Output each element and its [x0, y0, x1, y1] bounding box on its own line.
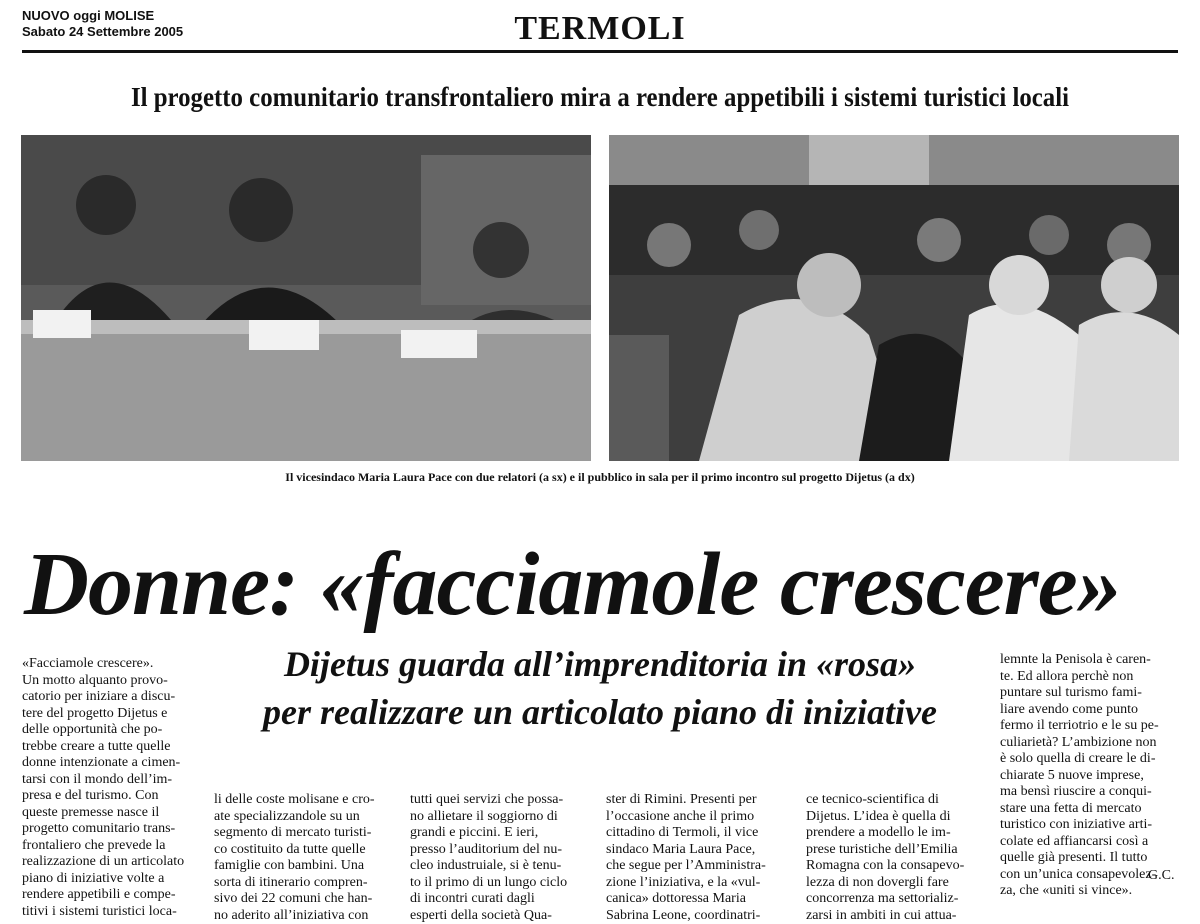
text-line: co costituito da tutte quelle	[214, 842, 396, 859]
header-rule	[22, 50, 1178, 53]
text-line: culiarietà? L’ambizione non	[1000, 735, 1180, 752]
section-title: TERMOLI	[0, 10, 1200, 48]
text-line: puntare sul turismo fami-	[1000, 685, 1180, 702]
kicker: Il progetto comunitario transfrontaliero mira a rendere appetibili i sistemi turistici locali	[48, 82, 1152, 113]
text-line: sivo dei 22 comuni che han-	[214, 891, 396, 908]
subheadline	[210, 640, 990, 736]
text-line: piano di iniziative volte a	[22, 871, 204, 888]
text-line: sorta di itinerario compren-	[214, 875, 396, 892]
text-line: titivi i sistemi turistici loca-	[22, 904, 204, 921]
text-line: catorio per iniziare a discu-	[22, 689, 204, 706]
text-line: za, che «uniti si vince».	[1000, 883, 1180, 900]
text-line: te. Ed allora perchè non	[1000, 669, 1180, 686]
text-line: chiarate 5 nuove imprese,	[1000, 768, 1180, 785]
text-line: canica» dottoressa Maria	[606, 891, 796, 908]
text-line: queste premesse nasce il	[22, 805, 204, 822]
text-line: progetto comunitario trans-	[22, 821, 204, 838]
text-line: concorrenza ma settorializ-	[806, 891, 991, 908]
text-line: delle opportunità che po-	[22, 722, 204, 739]
article-column-4	[606, 792, 796, 924]
text-line: tutti quei servizi che possa-	[410, 792, 595, 809]
photo-audience	[609, 135, 1179, 461]
text-line: di incontri curati dagli	[410, 891, 595, 908]
text-line: ate specializzandole su un	[214, 809, 396, 826]
text-line: sindaco Maria Laura Pace,	[606, 842, 796, 859]
text-line: presa e del turismo. Con	[22, 788, 204, 805]
text-line: colate ed affiancarsi così a	[1000, 834, 1180, 851]
text-line: frontaliero che prevede la	[22, 838, 204, 855]
text-line: trebbe creare a tutte quelle	[22, 739, 204, 756]
text-line: realizzazione di un articolato	[22, 854, 204, 871]
text-line: tarsi con il mondo dell’im-	[22, 772, 204, 789]
photo-speakers	[21, 135, 591, 461]
text-line: l’occasione anche il primo	[606, 809, 796, 826]
article-column-6	[1000, 652, 1180, 900]
text-line: liare avendo come punto	[1000, 702, 1180, 719]
author-signature: G.C.	[1148, 868, 1174, 884]
article-column-1	[22, 656, 204, 920]
text-line: fermo il terriotrio e le su pe-	[1000, 718, 1180, 735]
text-line: ma bensì riuscire a conqui-	[1000, 784, 1180, 801]
text-line: stare una fetta di mercato	[1000, 801, 1180, 818]
text-line: no aderito all’iniziativa con	[214, 908, 396, 924]
text-line: famiglie con bambini. Una	[214, 858, 396, 875]
article-column-3	[410, 792, 595, 924]
paper-name: NUOVO oggi MOLISE	[22, 8, 183, 24]
text-line: ce tecnico-scientifica di	[806, 792, 991, 809]
text-line: cleo industruiale, si è tenu-	[410, 858, 595, 875]
text-line: quelle già presenti. Il tutto	[1000, 850, 1180, 867]
text-line: che segue per l’Amministra-	[606, 858, 796, 875]
text-line: prendere a modello le im-	[806, 825, 991, 842]
text-line: tere del progetto Dijetus e	[22, 706, 204, 723]
text-line: zarsi in ambiti in cui attua-	[806, 908, 991, 924]
text-line: li delle coste molisane e cro-	[214, 792, 396, 809]
text-line: Sabrina Leone, coordinatri-	[606, 908, 796, 924]
text-line: lemnte la Penisola è caren-	[1000, 652, 1180, 669]
article-column-2	[214, 792, 396, 924]
text-line: prese turistiche dell’Emilia	[806, 842, 991, 859]
text-line: cittadino di Termoli, il vice	[606, 825, 796, 842]
text-line: con un’unica consapevolez-	[1000, 867, 1180, 884]
text-line: grandi e piccini. E ieri,	[410, 825, 595, 842]
text-line: segmento di mercato turisti-	[214, 825, 396, 842]
text-line: ster di Rimini. Presenti per	[606, 792, 796, 809]
text-line: «Facciamole crescere».	[22, 656, 204, 673]
subhead-line: per realizzare un articolato piano di iniziative	[210, 688, 990, 736]
text-line: rendere appetibili e compe-	[22, 887, 204, 904]
text-line: è solo quella di creare le di-	[1000, 751, 1180, 768]
text-line: esperti della società Qua-	[410, 908, 595, 924]
subhead-line: Dijetus guarda all’imprenditoria in «rosa»	[210, 640, 990, 688]
photo-caption: Il vicesindaco Maria Laura Pace con due relatori (a sx) e il pubblico in sala per il primo incontro sul progetto Dijetus (a dx)	[0, 470, 1200, 485]
article-column-5	[806, 792, 991, 924]
headline: Donne: «facciamole crescere»	[24, 535, 1182, 635]
text-line: Dijetus. L’idea è quella di	[806, 809, 991, 826]
text-line: turistico con iniziative arti-	[1000, 817, 1180, 834]
text-line: to il primo di un lungo ciclo	[410, 875, 595, 892]
text-line: Un motto alquanto provo-	[22, 673, 204, 690]
text-line: no allietare il soggiorno di	[410, 809, 595, 826]
publication-date: Sabato 24 Settembre 2005	[22, 24, 183, 40]
text-line: donne intenzionate a cimen-	[22, 755, 204, 772]
text-line: zione l’iniziativa, e la «vul-	[606, 875, 796, 892]
text-line: Romagna con la consapevo-	[806, 858, 991, 875]
text-line: lezza di non dovergli fare	[806, 875, 991, 892]
text-line: presso l’auditorium del nu-	[410, 842, 595, 859]
